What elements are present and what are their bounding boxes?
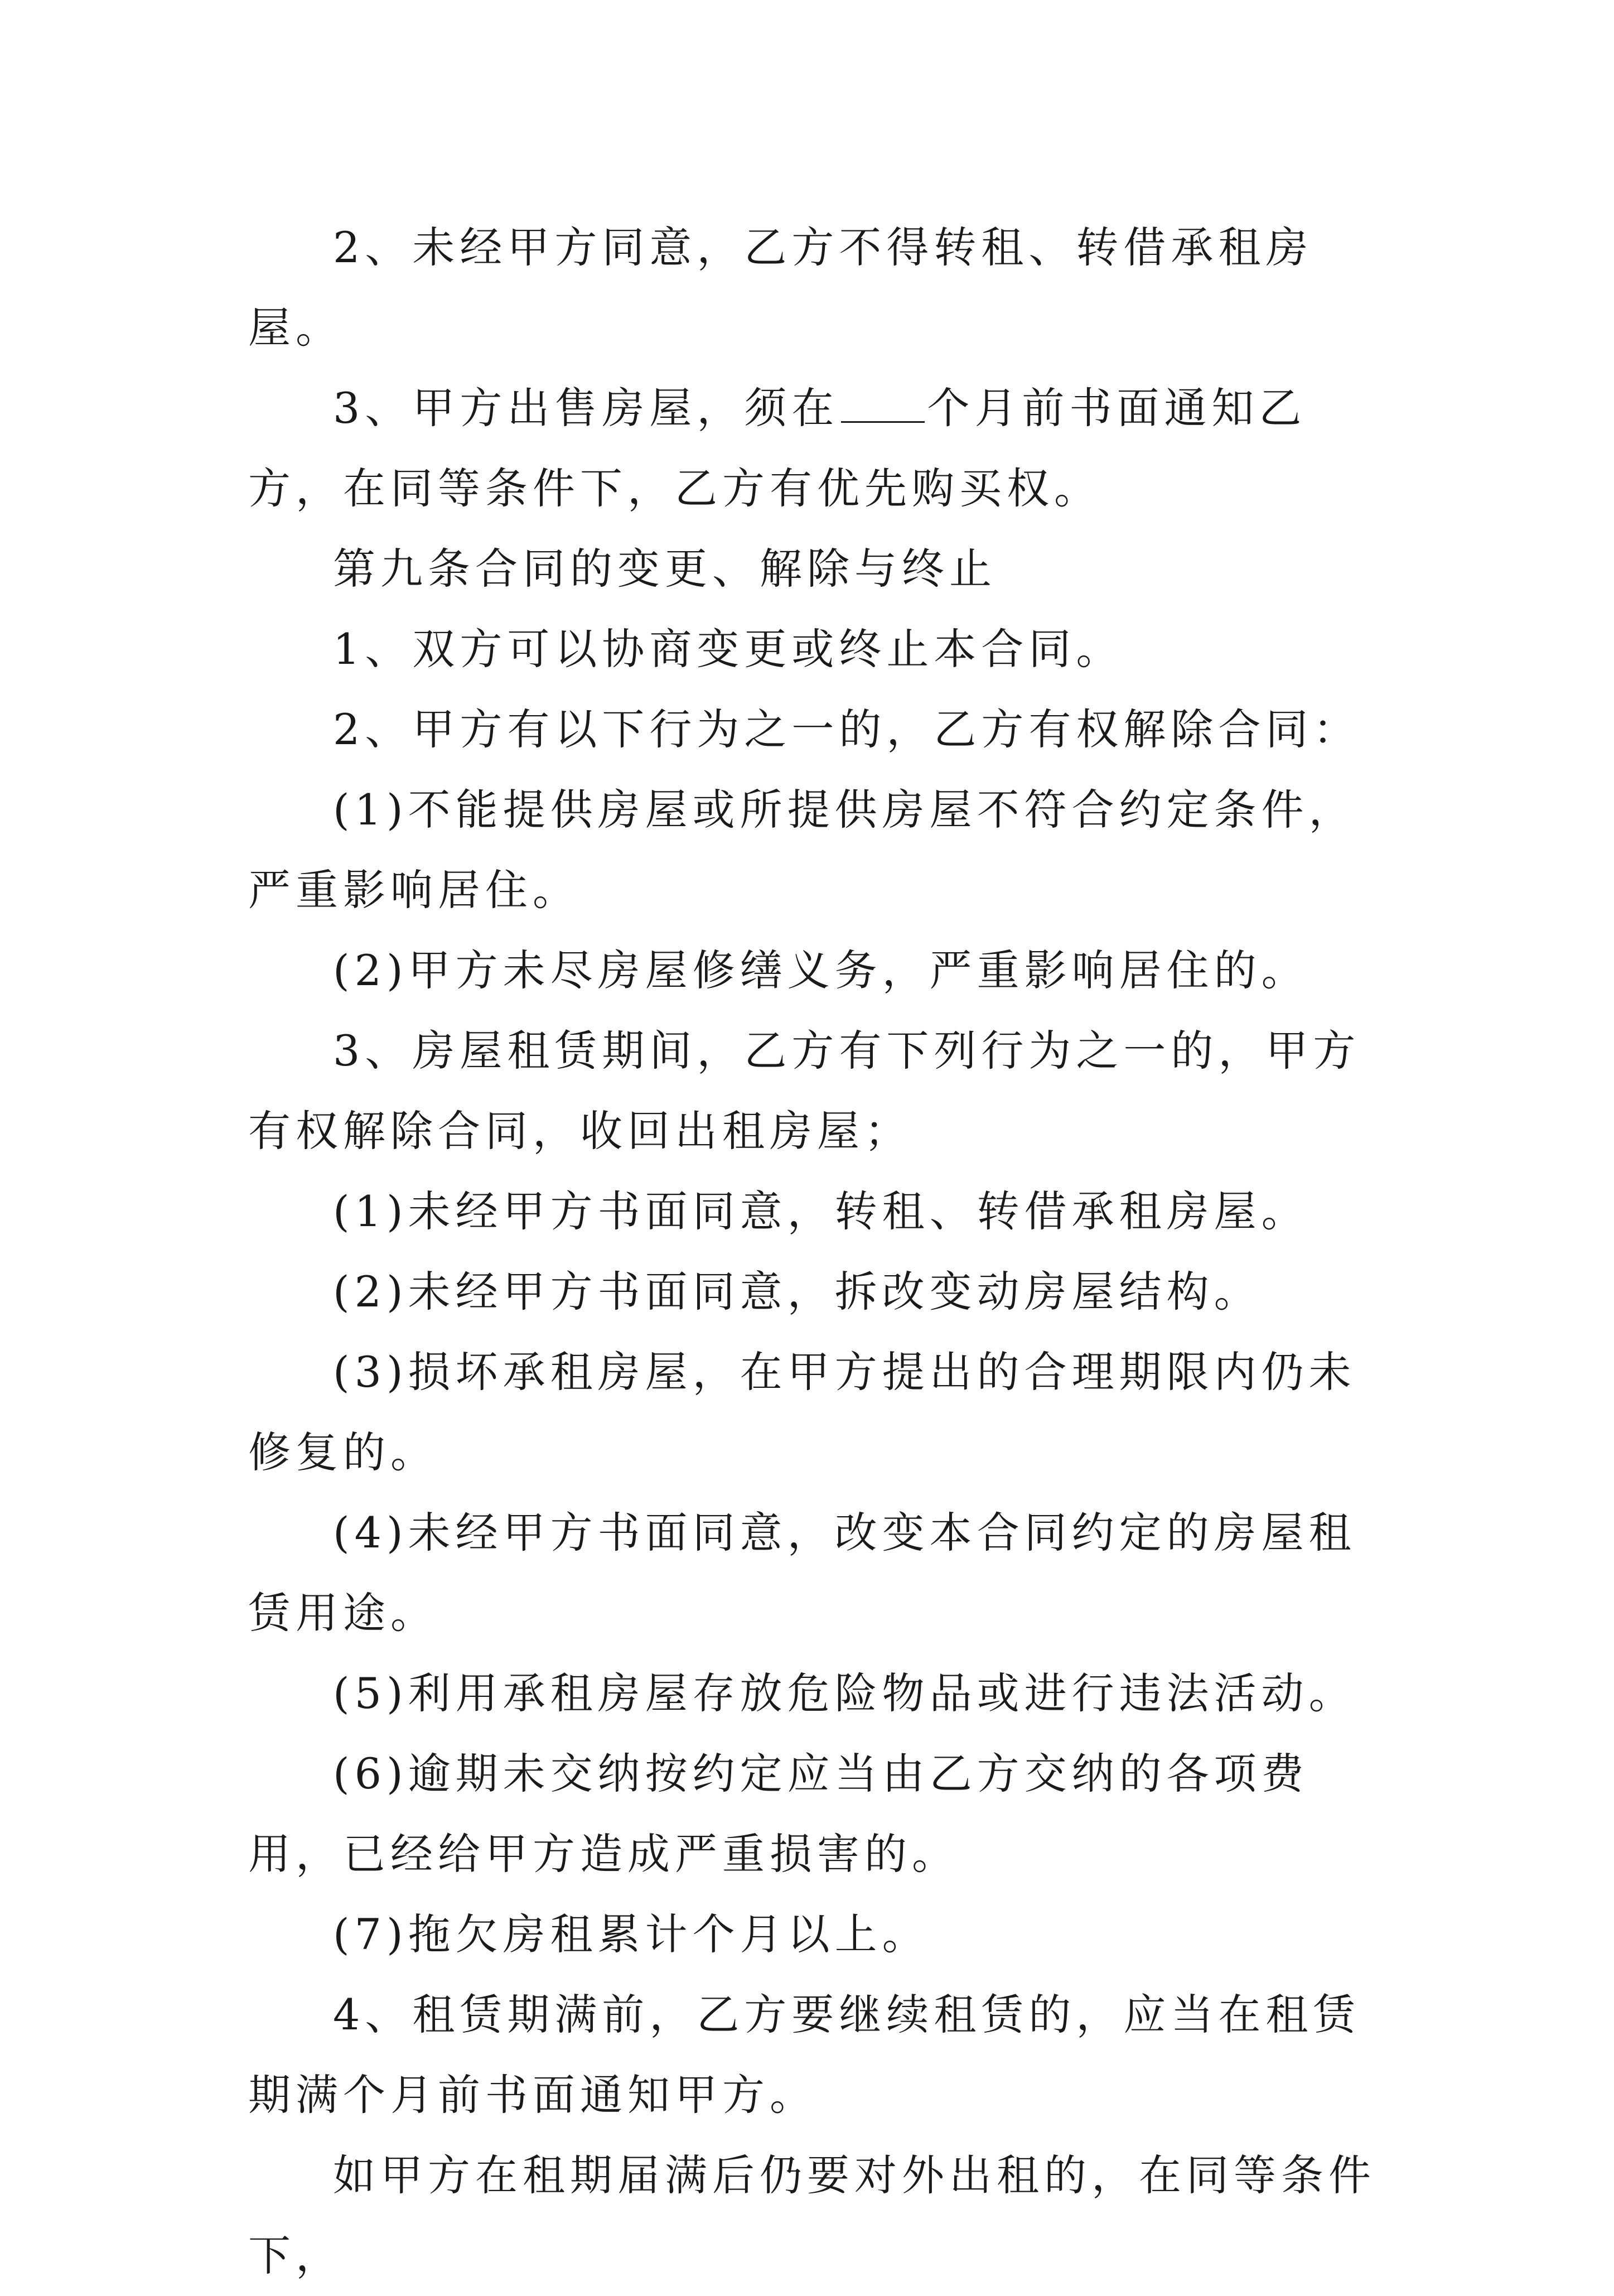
paragraph-renewal-notice: 4、租赁期满前，乙方要继续租赁的，应当在租赁期满个月前书面通知甲方。 (248, 1990, 1361, 2120)
paragraph-mutual-termination: 1、双方可以协商变更或终止本合同。 (333, 624, 1124, 674)
paragraph-landlord-right-to-terminate: 3、房屋租赁期间，乙方有下列行为之一的，甲方有权解除合同，收回出租房屋； (248, 1026, 1361, 1156)
list-item-landlord-6: (6)逾期未交纳按约定应当由乙方交纳的各项费用，已经给甲方造成严重损害的。 (248, 1749, 1309, 1879)
document-body (248, 208, 1383, 2296)
list-item-tenant-2: (2)甲方未尽房屋修缮义务，严重影响居住的。 (333, 946, 1309, 995)
list-item-landlord-5: (5)利用承租房屋存放危险物品或进行违法活动。 (333, 1668, 1356, 1718)
article-nine-heading: 第九条合同的变更、解除与终止 (333, 544, 997, 594)
paragraph-tenant-right-to-terminate: 2、甲方有以下行为之一的，乙方有权解除合同： (333, 705, 1361, 754)
paragraph-sale-notice (248, 368, 1383, 529)
list-item-landlord-3: (3)损坏承租房屋，在甲方提出的合理期限内仍未修复的。 (248, 1347, 1356, 1477)
paragraph-continued-rental: 如甲方在租期届满后仍要对外出租的，在同等条件下， (248, 2150, 1376, 2280)
list-item-landlord-1: (1)未经甲方书面同意，转租、转借承租房屋。 (333, 1186, 1309, 1236)
months-blank-field (841, 388, 925, 423)
list-item-landlord-7: (7)拖欠房租累计个月以上。 (333, 1909, 930, 1959)
paragraph-sublet-prohibition: 2、未经甲方同意，乙方不得转租、转借承租房屋。 (248, 223, 1313, 353)
sale-notice-text-before: 3、甲方出售房屋，须在 (333, 383, 839, 433)
list-item-landlord-4: (4)未经甲方书面同意，改变本合同约定的房屋租赁用途。 (248, 1508, 1356, 1638)
list-item-landlord-2: (2)未经甲方书面同意，拆改变动房屋结构。 (333, 1267, 1262, 1316)
sale-notice-text-after: 个月前书面通知乙方，在同等条件下，乙方有优先购买权。 (248, 383, 1307, 513)
list-item-tenant-1: (1)不能提供房屋或所提供房屋不符合约定条件，严重影响居住。 (248, 785, 1356, 915)
